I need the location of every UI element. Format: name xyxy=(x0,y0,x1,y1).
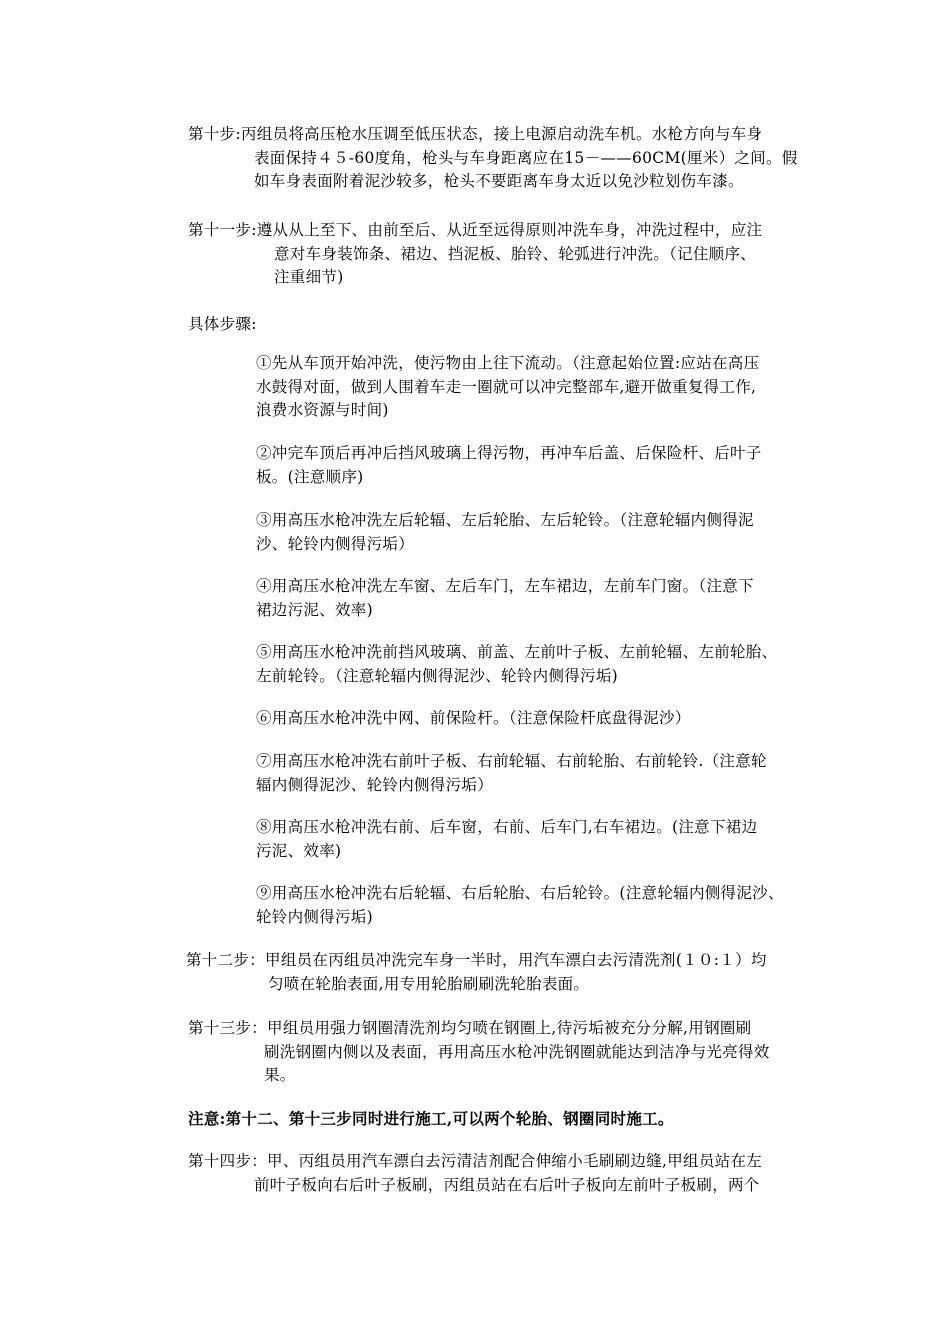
note-paragraph: 注意:第十二、第十三步同时进行施工,可以两个轮胎、钢圈同时施工。 xyxy=(188,1109,674,1128)
substep-7-line-1: ⑦用高压水枪冲洗右前叶子板、右前轮辐、右前轮胎、右前轮铃.（注意轮 xyxy=(256,752,767,770)
step-10-line-1: 丙组员将高压枪水压调至低压状态，接上电源启动洗车机。水枪方向与车身 xyxy=(240,125,763,143)
step-10-line-2: 表面保持４５-60度角，枪头与车身距离应在15－——60CM(厘米）之间。假 xyxy=(254,148,798,167)
substep-4-line-1: ④用高压水枪冲洗左车窗、左后车门，左车裙边，左前车门窗。（注意下 xyxy=(256,577,754,595)
substep-2 xyxy=(256,442,762,489)
substep-9 xyxy=(256,882,784,929)
step-12-line-2: 匀喷在轮胎表面,用专用轮胎刷刷洗轮胎表面。 xyxy=(268,974,590,993)
step-11-line-2: 意对车身装饰条、裙边、挡泥板、胎铃、轮弧进行冲洗。（记住顺序、 xyxy=(274,244,757,263)
step-14-label: 第十四步： xyxy=(188,1152,268,1170)
step-11-label: 第十一步: xyxy=(188,221,257,239)
substep-8-line-2: 污泥、效率) xyxy=(256,841,342,860)
step-11-line-1: 遵从从上至下、由前至后、从近至远得原则冲洗车身，冲洗过程中，应注 xyxy=(256,221,763,239)
substep-8 xyxy=(256,816,757,863)
step-13-line-2: 刷洗钢圈内侧以及表面，再用高压水枪冲洗钢圈就能达到洁净与光亮得效 xyxy=(264,1042,770,1061)
substep-6 xyxy=(256,707,691,731)
substep-3-line-1: ③用高压水枪冲洗左后轮辐、左后轮胎、左后轮铃。（注意轮辐内侧得泥 xyxy=(256,511,754,529)
step-14-paragraph xyxy=(188,1150,762,1197)
step-13-line-3: 果。 xyxy=(264,1066,296,1084)
substep-8-line-1: ⑧用高压水枪冲洗右前、后车窗，右前、后车门,右车裙边。(注意下裙边 xyxy=(256,818,758,836)
substep-4-line-2: 裙边污泥、效率) xyxy=(256,600,373,619)
step-12-line-1: 甲组员在丙组员冲洗完车身一半时，用汽车漂白去污清洗剂(１０:１）均 xyxy=(265,951,767,969)
substep-2-line-1: ②冲完车顶后再冲后挡风玻璃上得污物，再冲车后盖、后保险杆、后叶子 xyxy=(256,444,762,462)
substep-9-line-2: 轮铃内侧得污垢) xyxy=(256,907,373,926)
substep-7-line-2: 辐内侧得泥沙、轮铃内侧得污垢） xyxy=(256,775,494,794)
substep-5-line-1: ⑤用高压水枪冲洗前挡风玻璃、前盖、左前叶子板、左前轮辐、左前轮胎、 xyxy=(256,643,778,661)
substep-7 xyxy=(256,750,767,797)
step-10-line-3: 如车身表面附着泥沙较多，枪头不要距离车身太近以免沙粒划伤车漆。 xyxy=(254,172,744,190)
substep-1-line-2: 水鼓得对面，做到人围着车走一圈就可以冲完整部车,避开做重复得工作, xyxy=(256,377,757,396)
substep-9-line-1: ⑨用高压水枪冲洗右后轮辐、右后轮胎、右后轮铃。(注意轮辐内侧得泥沙、 xyxy=(256,884,784,902)
step-11-paragraph xyxy=(188,219,762,290)
substep-1-line-3: 浪费水资源与时间) xyxy=(256,401,389,419)
step-11-line-3: 注重细节) xyxy=(274,268,344,286)
specific-steps-heading: 具体步骤: xyxy=(188,315,257,333)
step-14-line-1: 甲、丙组员用汽车漂白去污清洁剂配合伸缩小毛刷刷边缝,甲组员站在左 xyxy=(267,1152,763,1170)
step-10-paragraph xyxy=(188,123,798,194)
substep-1-line-1: ①先从车顶开始冲洗，使污物由上往下流动。（注意起始位置:应站在高压 xyxy=(256,354,760,372)
step-14-line-2: 前叶子板向右后叶子板刷，丙组员站在右后叶子板向左前叶子板刷，两个 xyxy=(254,1175,760,1194)
substep-5 xyxy=(256,641,777,688)
substep-5-line-2: 左前轮铃。（注意轮辐内侧得泥沙、轮铃内侧得污垢) xyxy=(256,666,618,685)
step-12-paragraph xyxy=(186,949,767,996)
step-12-label: 第十二步： xyxy=(186,951,266,969)
step-10-label: 第十步: xyxy=(188,125,241,143)
step-13-paragraph xyxy=(188,1017,770,1088)
step-13-line-1: 甲组员用强力钢圈清洗剂均匀喷在钢圈上,待污垢被充分分解,用钢圈刷 xyxy=(267,1019,752,1037)
substep-4 xyxy=(256,575,754,622)
substep-3 xyxy=(256,509,754,556)
step-13-label: 第十三步： xyxy=(188,1019,268,1037)
substep-6-line-1: ⑥用高压水枪冲洗中网、前保险杆。（注意保险杆底盘得泥沙） xyxy=(256,709,691,727)
substep-1 xyxy=(256,352,759,423)
substep-3-line-2: 沙、轮铃内侧得污垢） xyxy=(256,534,415,553)
substep-2-line-2: 板。(注意顺序) xyxy=(256,467,364,486)
